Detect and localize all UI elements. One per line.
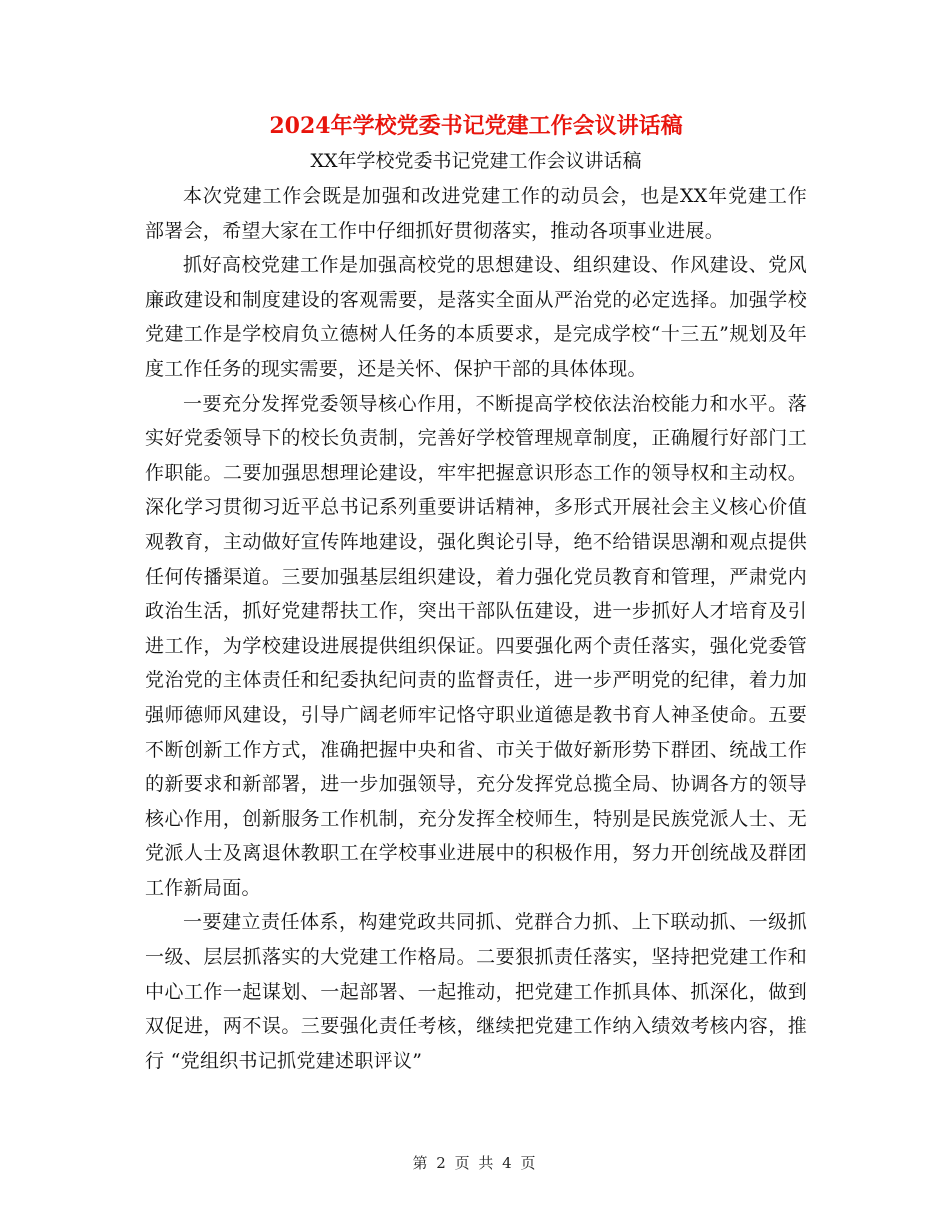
paragraph-3: 一要充分发挥党委领导核心作用，不断提高学校依法治校能力和水平。落实好党委领导下的校长负责制，完善好学校管理规章制度，正确履行好部门工作职能。二要加强思想理论建设，牢牢把握意识形态工作的领导权和主动权。深化学习贯彻习近平总书记系列重要讲话精神，多形式开展社会主义核心价值观教育，主动做好宣传阵地建设，强化舆论引导，绝不给错误思潮和观点提供任何传播渠道。三要加强基层组织建设，着力强化党员教育和管理，严肃党内政治生活，抓好党建帮扶工作，突出干部队伍建设，进一步抓好人才培育及引进工作，为学校建设进展提供组织保证。四要强化两个责任落实，强化党委管党治党的主体责任和纪委执纪问责的监督责任，进一步严明党的纪律，着力加强师德师风建设，引导广阔老师牢记恪守职业道德是教书育人神圣使命。五要不断创新工作方式，准确把握中央和省、市关于做好新形势下群团、统战工作的新要求和新部署，进一步加强领导，充分发挥党总揽全局、协调各方的领导核心作用，创新服务工作机制，充分发挥全校师生，特别是民族党派人士、无党派人士及离退休教职工在学校事业进展中的积极作用，努力开创统战及群团工作新局面。 bbox=[145, 392, 807, 899]
paragraph-4: 一要建立责任体系，构建党政共同抓、党群合力抓、上下联动抓、一级抓一级、层层抓落实的大党建工作格局。二要狠抓责任落实，坚持把党建工作和中心工作一起谋划、一起部署、一起推动，把党建工作抓具体、抓深化，做到双促进，两不误。三要强化责任考核，继续把党建工作纳入绩效考核内容，推行 “党组织书记抓党建述职评议” bbox=[145, 911, 807, 1072]
paragraph-1: 本次党建工作会既是加强和改进党建工作的动员会，也是XX年党建工作部署会，希望大家在工作中仔细抓好贯彻落实，推动各项事业进展。 bbox=[145, 185, 807, 242]
page-number-footer: 第 2 页 共 4 页 bbox=[412, 1154, 538, 1172]
paragraph-2: 抓好高校党建工作是加强高校党的思想建设、组织建设、作风建设、党风廉政建设和制度建设的客观需要，是落实全面从严治党的必定选择。加强学校党建工作是学校肩负立德树人任务的本质要求，是完成学校“十三五”规划及年度工作任务的现实需要，还是关怀、保护干部的具体体现。 bbox=[145, 254, 807, 380]
document-subtitle: XX年学校党委书记党建工作会议讲话稿 bbox=[310, 150, 642, 172]
document-title: 2024年学校党委书记党建工作会议讲话稿 bbox=[269, 113, 683, 139]
document-body bbox=[145, 108, 807, 1078]
